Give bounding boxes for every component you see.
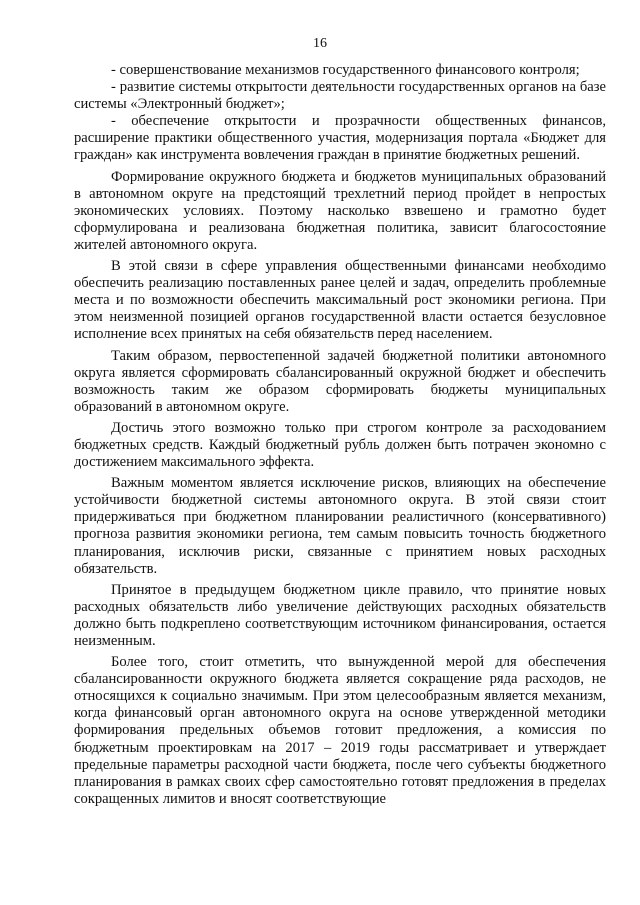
paragraph-risk-exclusion: Важным моментом является исключение рисков, влияющих на обеспечение устойчивости бюджетной системы автономного округа. В этой связи стоит придерживаться при бюджетном планировании реалистичного (консервативного) прогноза развития экономики региона, тем самым повысить точность бюджетного планирования, исключив риски, связанные с принятием новых расходных обязательств. xyxy=(74,475,606,577)
paragraph-budget-formation: Формирование окружного бюджета и бюджетов муниципальных образований в автономном округе на предстоящий трехлетний период пройдет в непростых экономических условиях. Поэтому насколько взвешено и грамотно будет сформулирована и реализована бюджетная политика, зависит благосостояние жителей автономного округа. xyxy=(74,168,606,253)
paragraph-expense-reduction: Более того, стоит отметить, что вынужденной мерой для обеспечения сбалансированности окружного бюджета является сокращение ряда расходов, не относящихся к социально значимым. При этом целесообразным является механизм, когда финансовый орган автономного округа на основе утвержденной методики формирования предельных объемов готовит предложения, а комиссия по бюджетным проектировкам на 2017 – 2019 годы рассматривает и утверждает предельные параметры расходной части бюджета, после чего субъекты бюджетного планирования в рамках своих сфер самостоятельно готовят предложения в пределах сокращенных лимитов и вносят соответствующие xyxy=(74,654,606,807)
paragraph-bullet-control: - совершенствование механизмов государственного финансового контроля; xyxy=(111,62,580,78)
paragraph-budget-rule: Принятое в предыдущем бюджетном цикле правило, что принятие новых расходных обязательств либо увеличение действующих расходных обязательств должно быть подкреплено соответствующим источником финансирования, остается неизменным. xyxy=(74,581,606,649)
paragraph-bullet-openness: - развитие системы открытости деятельности государственных органов на базе системы «Электронный бюджет»; xyxy=(74,79,606,113)
page-number: 16 xyxy=(313,36,327,51)
paragraph-primary-task: Таким образом, первостепенной задачей бюджетной политики автономного округа является сформировать сбалансированный окружной бюджет и обеспечить возможность таким же образом сформировать бюджеты муниципальных образований в автономном округе. xyxy=(74,347,606,415)
paragraph-strict-control: Достичь этого возможно только при строгом контроле за расходованием бюджетных средств. Каждый бюджетный рубль должен быть потрачен экономно с достижением максимального эффекта. xyxy=(74,419,606,471)
paragraph-public-finance: В этой связи в сфере управления общественными финансами необходимо обеспечить реализацию поставленных ранее целей и задач, определить проблемные места и по возможности обеспечить максимальный рост экономики региона. При этом неизменной позицией органов государственной власти остается безусловное исполнение всех принятых на себя обязательств перед населением. xyxy=(74,258,606,343)
paragraph-bullet-transparency: - обеспечение открытости и прозрачности общественных финансов, расширение практики общественного участия, модернизация портала «Бюджет для граждан» как инструмента вовлечения граждан в принятие бюджетных решений. xyxy=(74,113,606,164)
body-text xyxy=(74,62,606,812)
